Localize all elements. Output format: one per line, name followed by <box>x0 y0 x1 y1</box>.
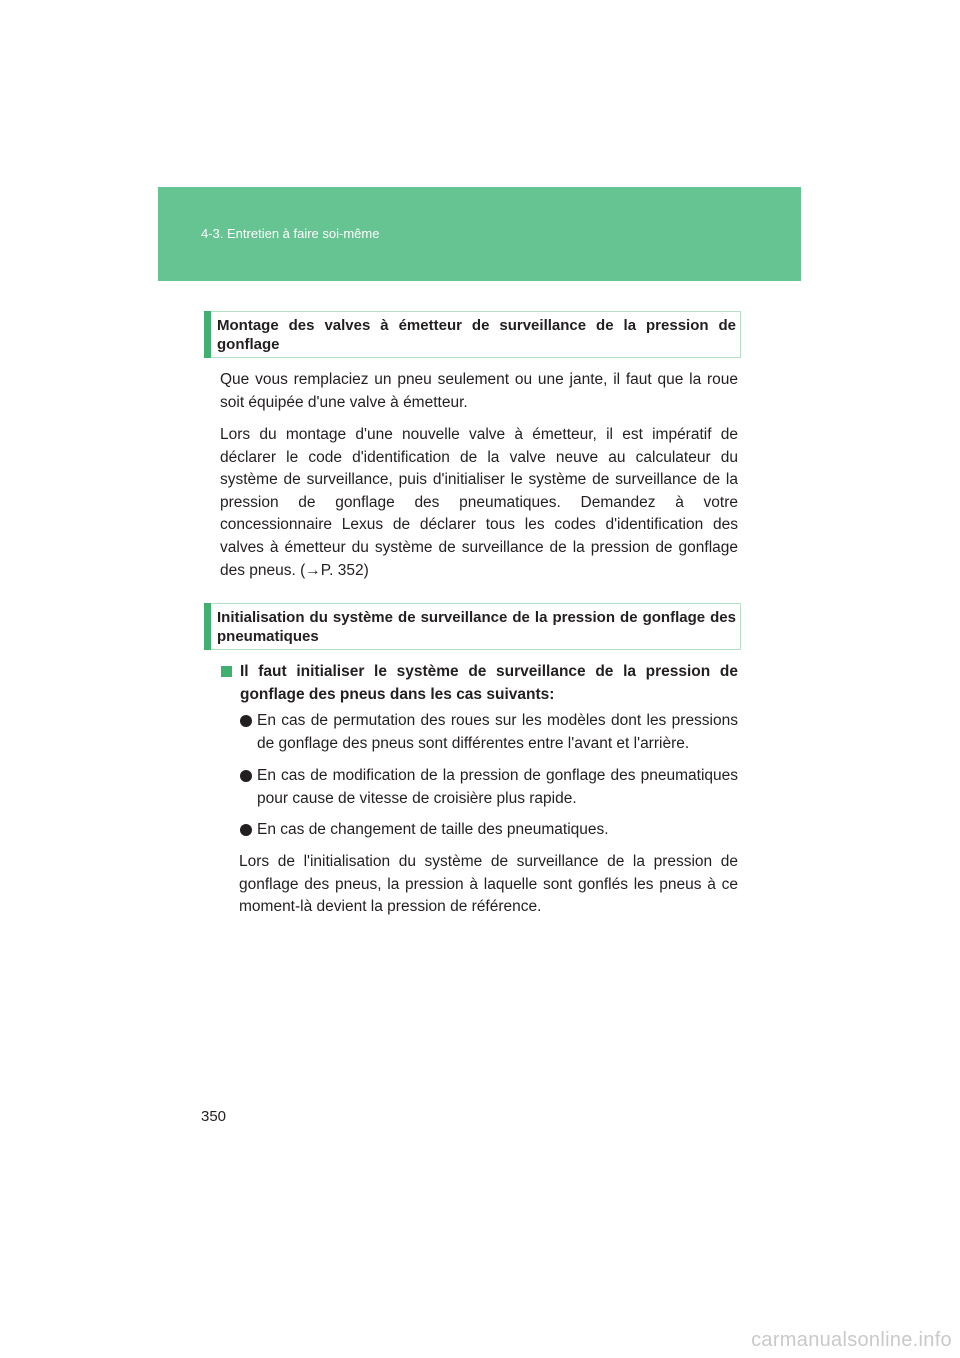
round-bullet-icon <box>240 715 252 727</box>
paragraph-valve-required: Que vous remplaciez un pneu seulement ou une jante, il faut que la roue soit équipée d'une valve à émetteur. <box>220 371 738 411</box>
subheading-initialisation-cases <box>221 661 738 706</box>
list-item <box>239 710 738 755</box>
heading-accent-bar <box>204 603 211 650</box>
section-heading-valve-mounting <box>204 311 741 358</box>
chapter-header-band <box>158 187 801 281</box>
paragraph-reference-pressure: Lors de l'initialisation du système de surveillance de la pression de gonflage des pneus, la pression à laquelle sont gonflés les pneus à ce moment-là devient la pression de référence. <box>239 853 738 916</box>
list-item-text: En cas de permutation des roues sur les modèles dont les pressions de gonflage des pneus sont différentes entre l'avant et l'arrière. <box>257 712 738 752</box>
list-item <box>239 819 738 842</box>
list-item-text: En cas de changement de taille des pneumatiques. <box>257 821 609 838</box>
section-heading-text: Montage des valves à émetteur de surveillance de la pression de gonflage <box>217 317 736 353</box>
round-bullet-icon <box>240 824 252 836</box>
list-item-text: En cas de modification de la pression de gonflage des pneumatiques pour cause de vitesse de croisière plus rapide. <box>257 767 738 807</box>
section-heading-text: Initialisation du système de surveillance de la pression de gonflage des pneumatiques <box>217 609 736 645</box>
watermark: carmanualsonline.info <box>751 1329 952 1351</box>
round-bullet-icon <box>240 770 252 782</box>
list-item <box>239 765 738 810</box>
heading-accent-bar <box>204 311 211 358</box>
page-number: 350 <box>201 1108 227 1125</box>
paragraph-id-code-registration: Lors du montage d'une nouvelle valve à émetteur, il est impératif de déclarer le code d'identification de la valve neuve au calculateur du système de surveillance, puis d'initialiser le système de surveillance de la pression de gonflage des pneumatiques. Demandez à votre concessionnaire Lexus de déclarer tous les codes d'identification des valves à émetteur du système de surveillance de la pression de gonflage des pneus. (→P. 352) <box>220 426 738 579</box>
section-heading-initialisation <box>204 603 741 650</box>
square-bullet-icon <box>221 666 232 677</box>
subheading-text: Il faut initialiser le système de surveillance de la pression de gonflage des pneus dans les cas suivants: <box>240 663 738 703</box>
chapter-title: 4-3. Entretien à faire soi-même <box>201 226 380 241</box>
